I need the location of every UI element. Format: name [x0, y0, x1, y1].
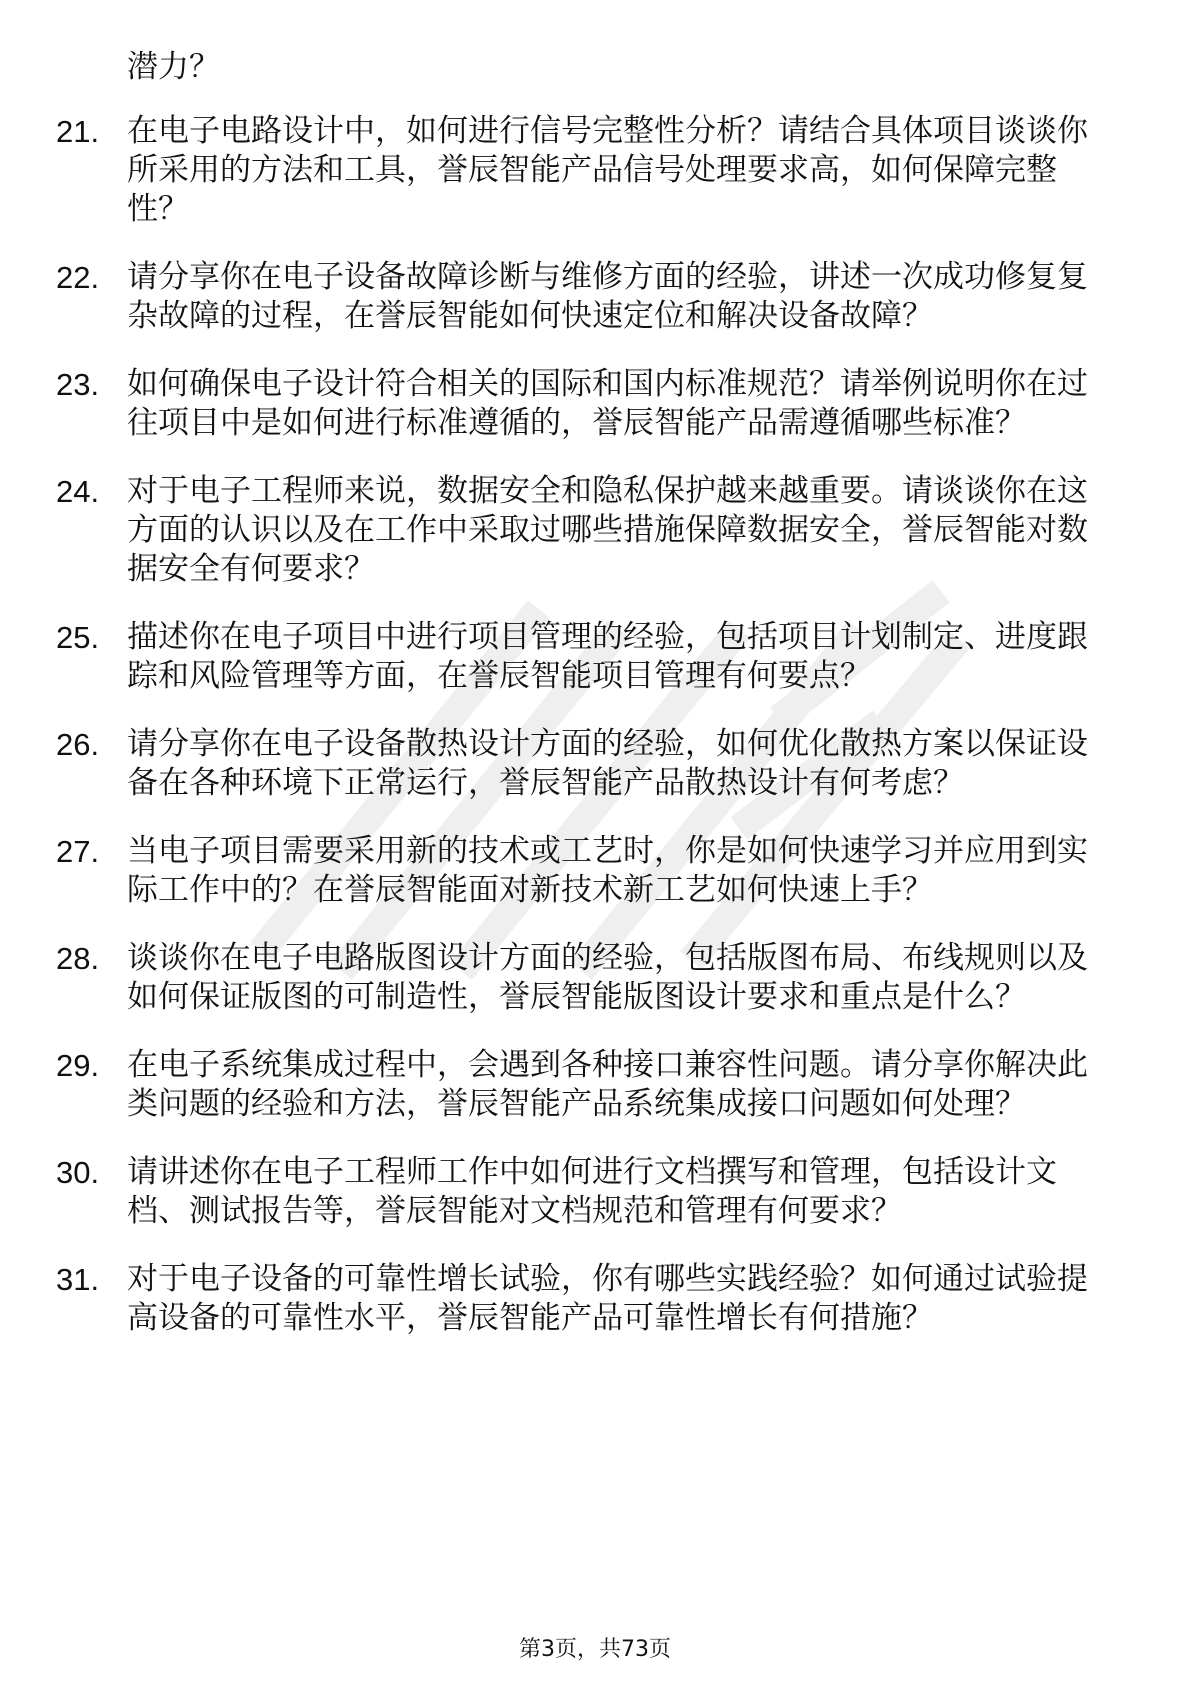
- question-number: 26.: [56, 727, 100, 762]
- question-text: 在电子系统集成过程中，会遇到各种接口兼容性问题。请分享你解决此类问题的经验和方法，誉辰智能产品系统集成接口问题如何处理？: [127, 1047, 1088, 1122]
- question-text: 请分享你在电子设备散热设计方面的经验，如何优化散热方案以保证设备在各种环境下正常运行，誉辰智能产品散热设计有何考虑？: [127, 726, 1088, 801]
- question-text: 对于电子设备的可靠性增长试验，你有哪些实践经验？如何通过试验提高设备的可靠性水平，誉辰智能产品可靠性增长有何措施？: [127, 1261, 1088, 1336]
- question-text: 请分享你在电子设备故障诊断与维修方面的经验，讲述一次成功修复复杂故障的过程，在誉辰智能如何快速定位和解决设备故障？: [127, 259, 1088, 334]
- question-item: [0, 472, 1117, 589]
- question-number: 27.: [56, 834, 100, 869]
- question-number: 25.: [56, 620, 100, 655]
- question-item: [0, 365, 1117, 443]
- question-number: 21.: [56, 114, 100, 149]
- question-item: [0, 112, 1117, 229]
- question-item: [0, 1153, 1117, 1231]
- question-number: 23.: [56, 367, 100, 402]
- question-number: 29.: [56, 1048, 100, 1083]
- page-footer: 第3页，共73页: [519, 1637, 671, 1662]
- question-number: 30.: [56, 1155, 100, 1190]
- question-item: [0, 939, 1117, 1017]
- question-list: [0, 112, 1190, 1367]
- question-text: 当电子项目需要采用新的技术或工艺时，你是如何快速学习并应用到实际工作中的？在誉辰智能面对新技术新工艺如何快速上手？: [127, 833, 1088, 908]
- question-text: 谈谈你在电子电路版图设计方面的经验，包括版图布局、布线规则以及如何保证版图的可制造性，誉辰智能版图设计要求和重点是什么？: [127, 940, 1088, 1015]
- question-item: [0, 725, 1117, 803]
- question-text: 请讲述你在电子工程师工作中如何进行文档撰写和管理，包括设计文档、测试报告等，誉辰智能对文档规范和管理有何要求？: [127, 1154, 1057, 1229]
- question-item: [0, 258, 1117, 336]
- question-number: 22.: [56, 260, 100, 295]
- question-item: [0, 1260, 1117, 1338]
- question-text: 如何确保电子设计符合相关的国际和国内标准规范？请举例说明你在过往项目中是如何进行标准遵循的，誉辰智能产品需遵循哪些标准？: [127, 366, 1088, 441]
- question-item: [0, 832, 1117, 910]
- question-item: [0, 1046, 1117, 1124]
- question-number: 24.: [56, 474, 100, 509]
- continuation-text: 潜力？: [127, 49, 220, 85]
- question-item: [0, 618, 1117, 696]
- question-number: 31.: [56, 1262, 100, 1297]
- question-text: 对于电子工程师来说，数据安全和隐私保护越来越重要。请谈谈你在这方面的认识以及在工作中采取过哪些措施保障数据安全，誉辰智能对数据安全有何要求？: [127, 473, 1088, 587]
- question-number: 28.: [56, 941, 100, 976]
- question-text: 在电子电路设计中，如何进行信号完整性分析？请结合具体项目谈谈你所采用的方法和工具，誉辰智能产品信号处理要求高，如何保障完整性？: [127, 113, 1088, 227]
- question-text: 描述你在电子项目中进行项目管理的经验，包括项目计划制定、进度跟踪和风险管理等方面，在誉辰智能项目管理有何要点？: [127, 619, 1088, 694]
